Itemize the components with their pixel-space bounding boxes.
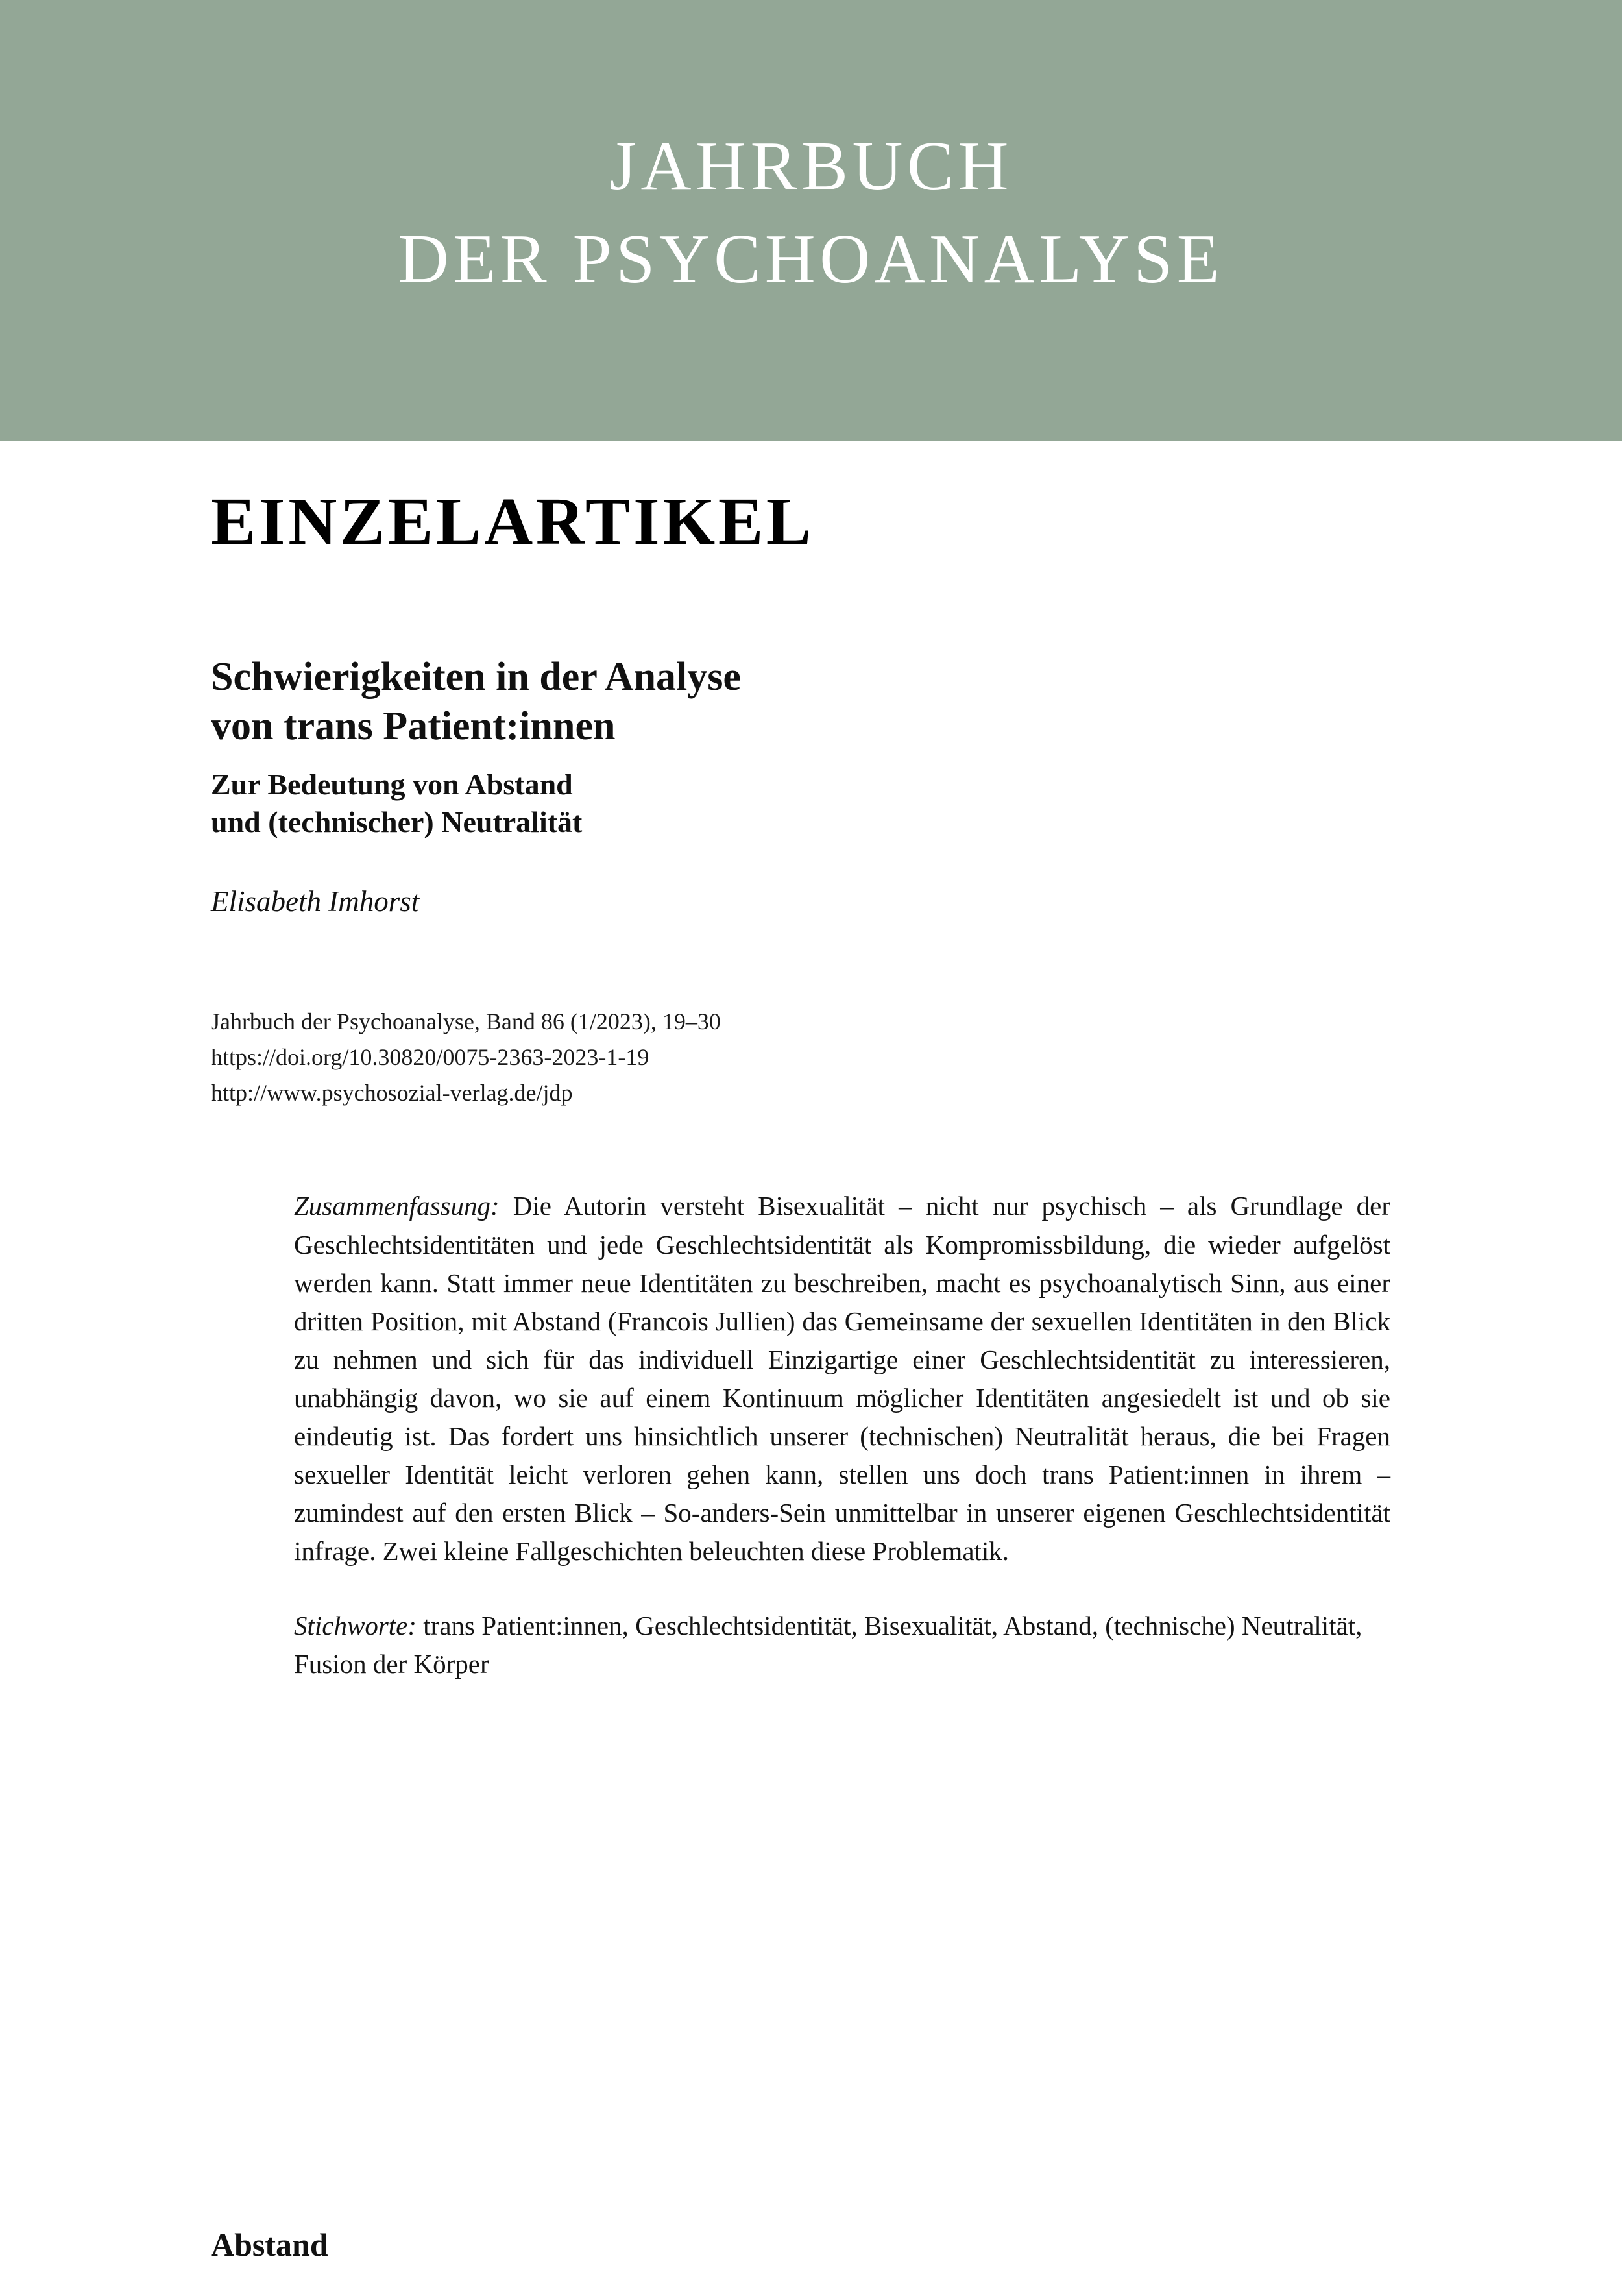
keywords-label: Stichworte: [294,1610,417,1641]
article-author: Elisabeth Imhorst [211,885,420,918]
keywords-text: trans Patient:innen, Geschlechtsidentität, Bisexualität, Abstand, (technische) Neutralität, Fusion der Körper [294,1610,1362,1679]
publication-url[interactable]: http://www.psychosozial-verlag.de/jdp [211,1079,573,1106]
publication-info [211,1004,1444,1110]
journal-masthead [0,0,1622,441]
article-subtitle-line-1: Zur Bedeutung von Abstand [211,767,573,801]
article-title [211,653,1223,751]
body-section-heading: Abstand [211,2227,328,2263]
abstract-text: Die Autorin versteht Bisexualität – nicht nur psychisch – als Grundlage der Geschlechtsidentitäten und jede Geschlechtsidentität als Kompromissbildung, die wieder aufgelöst werden kann. Statt immer neue Identitäten zu beschreiben, macht es psychoanalytisch Sinn, aus einer dritten Position, mit Abstand (Francois Jullien) das Gemeinsame der sexuellen Identitäten in den Blick zu nehmen und sich für das individuell Einzigartige einer Geschlechtsidentität zu interessieren, unabhängig davon, wo sie auf einem Kontinuum möglicher Identitäten angesiedelt ist und ob sie eindeutig ist. Das fordert uns hinsichtlich unserer (technischen) Neutralität heraus, die bei Fragen sexueller Identität leicht verloren gehen kann, stellen uns doch trans Patient:innen in ihrem – zumindest auf den ersten Blick – So-anders-Sein unmittelbar in unserer eigenen Geschlechtsidentität infrage. Zwei kleine Fallgeschichten beleuchten diese Problematik. [294,1191,1390,1566]
abstract-label: Zusammenfassung: [294,1191,500,1221]
article-content [211,454,1444,1683]
publication-citation: Jahrbuch der Psychoanalyse, Band 86 (1/2023), 19–30 [211,1008,721,1035]
keywords-paragraph [294,1607,1390,1683]
article-title-line-1: Schwierigkeiten in der Analyse [211,655,741,700]
section-kicker: EINZELARTIKEL [211,484,814,559]
abstract-paragraph [294,1187,1390,1570]
article-subtitle-line-2: und (technischer) Neutralität [211,805,583,839]
publication-doi[interactable]: https://doi.org/10.30820/0075-2363-2023-1-19 [211,1044,649,1071]
article-subtitle [211,766,1444,842]
journal-title-line-1: JAHRBUCH [609,127,1013,205]
article-title-line-2: von trans Patient:innen [211,703,616,748]
journal-title-line-2: DER PSYCHOANALYSE [398,221,1224,298]
